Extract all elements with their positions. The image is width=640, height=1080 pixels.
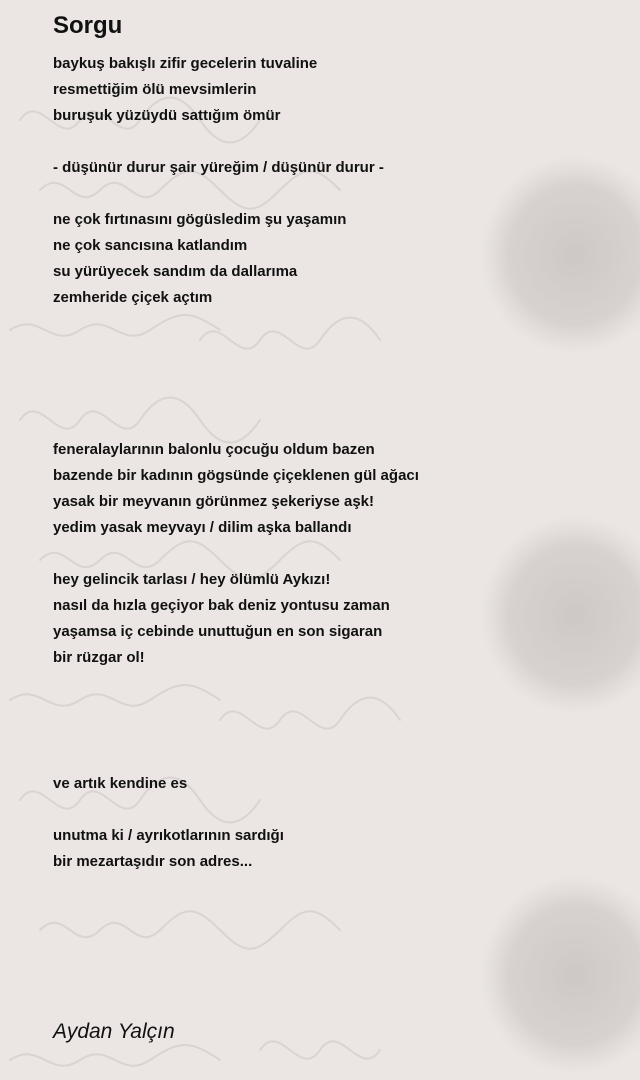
stanza xyxy=(53,207,346,311)
poem-line: unutma ki / ayrıkotlarının sardığı xyxy=(53,827,284,844)
poem-line: yedim yasak meyvayı / dilim aşka ballandı xyxy=(53,519,352,536)
stanza xyxy=(53,51,317,129)
poem-line: - düşünür durur şair yüreğim / düşünür durur - xyxy=(53,159,384,176)
poem-line: ne çok sancısına katlandım xyxy=(53,237,248,254)
stanza xyxy=(53,823,284,875)
poem-line: nasıl da hızla geçiyor bak deniz yontusu zaman xyxy=(53,597,390,614)
poem-line: baykuş bakışlı zifir gecelerin tuvaline xyxy=(53,55,318,72)
poem-line: resmettiğim ölü mevsimlerin xyxy=(53,81,257,98)
poem-line: bazende bir kadının gögsünde çiçeklenen gül ağacı xyxy=(53,467,419,484)
poem-line: buruşuk yüzüydü sattığım ömür xyxy=(53,107,281,124)
poem-title: Sorgu xyxy=(53,12,123,39)
author-name: Aydan Yalçın xyxy=(53,1020,175,1043)
poem-line: yaşamsa iç cebinde unuttuğun en son sigaran xyxy=(53,623,383,640)
poem-line: hey gelincik tarlası / hey ölümlü Aykızı! xyxy=(53,571,331,588)
stanza xyxy=(53,155,384,181)
poem-line: su yürüyecek sandım da dallarıma xyxy=(53,263,298,280)
stanza xyxy=(53,771,187,797)
poem-line: ve artık kendine es xyxy=(53,775,188,792)
poem-line: feneralaylarının balonlu çocuğu oldum bazen xyxy=(53,441,375,458)
stanza xyxy=(53,437,419,541)
poem-line: yasak bir meyvanın görünmez şekeriyse aşk! xyxy=(53,493,375,510)
poem-line: ne çok fırtınasını gögüsledim şu yaşamın xyxy=(53,211,347,228)
stanza xyxy=(53,567,390,671)
poem-line: bir rüzgar ol! xyxy=(53,649,145,666)
poem-line: bir mezartaşıdır son adres... xyxy=(53,853,253,870)
poem-line: zemheride çiçek açtım xyxy=(53,289,213,306)
